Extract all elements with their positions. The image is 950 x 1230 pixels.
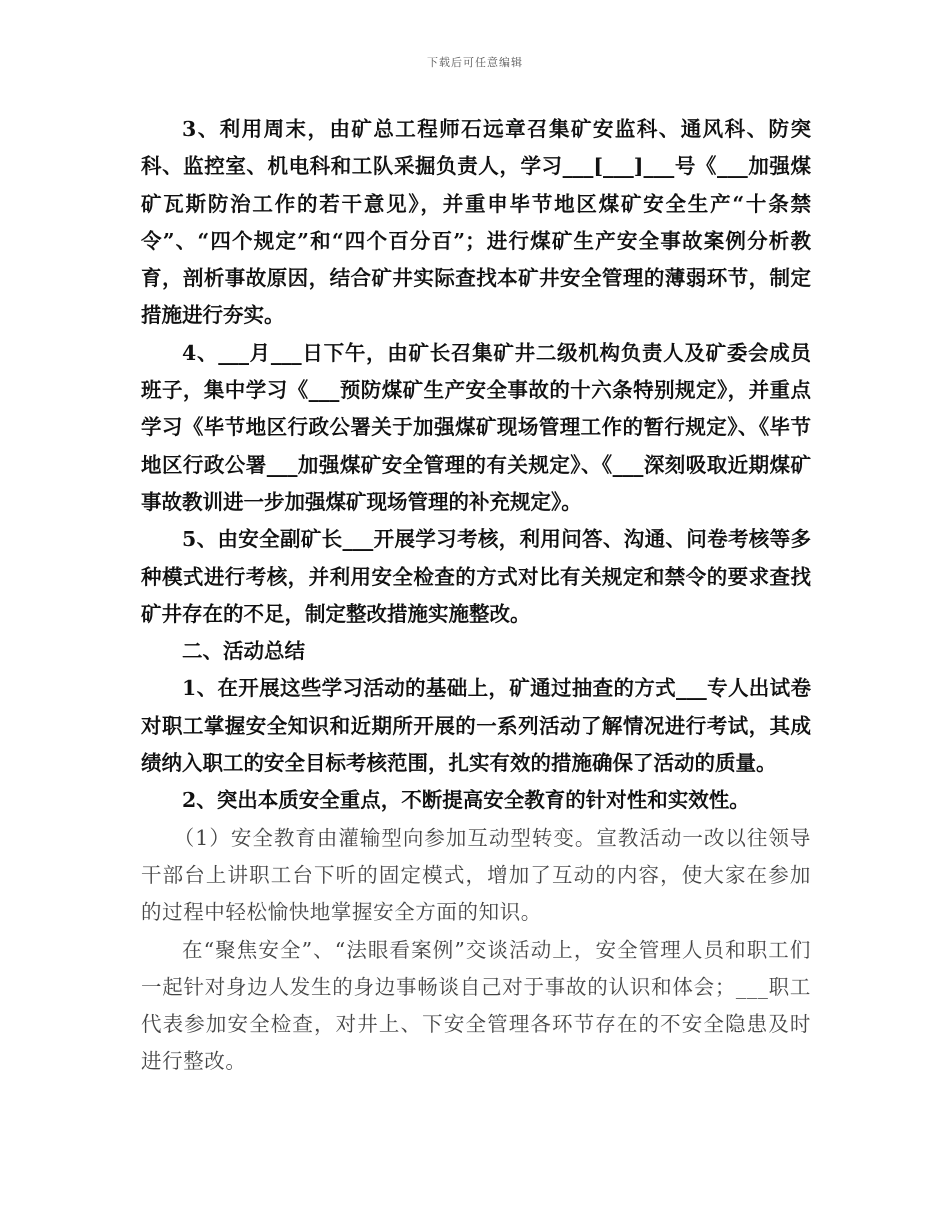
paragraph-summary-2: 2、突出本质安全重点，不断提高安全教育的针对性和实效性。 [182, 788, 750, 813]
section-heading-activity-summary: 二、活动总结 [182, 639, 305, 664]
paragraph-item-5: 5、由安全副矿长___开展学习考核，利用问答、沟通、问卷考核等多种模式进行考核，并利用安全检查的方式对比有关规定和禁令的要求查找矿井存在的不足，制定整改措施实施整改。 [141, 527, 811, 626]
page-header: 下载后可任意编辑 [427, 56, 523, 69]
paragraph-item-3: 3、利用周末，由矿总工程师石远章召集矿安监科、通风科、防突科、监控室、机电科和工队采掘负责人，学习___[___]___号《___加强煤矿瓦斯防治工作的若干意见》，并重申毕节地区煤矿安全生产“十条禁令”、“四个规定”和“四个百分百”；进行煤矿生产安全事故案例分析教育，剖析事故原因，结合矿井实际查找本矿井安全管理的薄弱环节，制定措施进行夯实。 [141, 117, 811, 328]
paragraph-discussion: 在“聚焦安全”、“法眼看案例”交谈活动上，安全管理人员和职工们一起针对身边人发生的身边事畅谈自己对于事故的认识和体会；___职工代表参加安全检查，对井上、下安全管理各环节存在的不安全隐患及时进行整改。 [141, 937, 811, 1074]
paragraph-summary-1: 1、在开展这些学习活动的基础上，矿通过抽查的方式___专人出试卷对职工掌握安全知识和近期所开展的一系列活动了解情况进行考试，其成绩纳入职工的安全目标考核范围，扎实有效的措施确保了活动的质量。 [141, 676, 811, 776]
paragraph-subitem-1: （1）安全教育由灌输型向参加互动型转变。宣教活动一改以往领导干部台上讲职工台下听的固定模式，增加了互动的内容，使大家在参加的过程中轻松愉快地掌握安全方面的知识。 [141, 825, 811, 925]
paragraph-item-4: 4、___月___日下午，由矿长召集矿井二级机构负责人及矿委会成员班子，集中学习《___预防煤矿生产安全事故的十六条特别规定》，并重点学习《毕节地区行政公署关于加强煤矿现场管理工作的暂行规定》、《毕节地区行政公署___加强煤矿安全管理的有关规定》、《___深刻吸取近期煤矿事故教训进一步加强煤矿现场管理的补充规定》。 [141, 340, 811, 514]
document-body [141, 111, 811, 1081]
